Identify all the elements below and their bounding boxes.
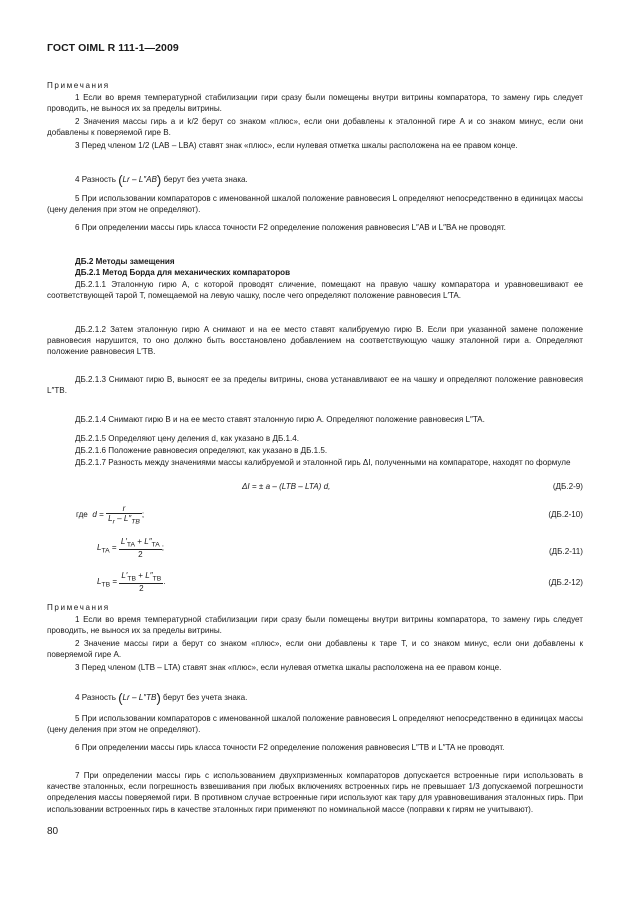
note2-4-expression: Lr – L″TB [122,693,157,702]
paragraph-db2-1-4: ДБ.2.1.4 Снимают гирю B и на ее место ставят эталонную гирю A. Определяют положение равновесия L″TA. [75,415,485,424]
note2-7: 7 При определении массы гирь с использованием двухпризменных компараторов допускается встроенные гири использовать в качестве эталонных, если погрешность взвешивания при любых включениях встроенных гирь не превышает 1/3 допускаемой погрешности определения массы поверяемой гири. В противном случае встроенные гири используют как тару для уравновешивания эталонных гирь. При использовании встроенных гирь в качестве эталонных гири применяют по номинальной массе (поправки к гирям не учитывают). [47,771,583,814]
note-4: 4 Разность (Lr – L″AB) берут без учета знака. [75,172,248,188]
formula-db2-12: $L_{TB}$ = $\frac{L'_{TB} + L''_{TB}}{2}$ . [97,571,166,593]
note2-6: 6 При определении массы гирь класса точности F2 определение положения равновесия L″TB и L″TA не проводят. [75,743,505,752]
section-heading: ДБ.2 Методы замещения [75,257,175,266]
formula-db2-9: ΔI = ± a – (LTB – LTA) d, [242,482,331,491]
formula-number-12: (ДБ.2-12) [548,578,583,587]
note-5: 5 При использовании компараторов с именованной шкалой положение равновесия L определяют непосредственно в единицах массы (цену деления при этом не определяют). [47,194,583,215]
note-4-expression: Lr – L″AB [122,175,157,184]
page-number: 80 [47,826,59,837]
formula-number-11: (ДБ.2-11) [548,547,583,556]
paragraph-db2-1-3: ДБ.2.1.3 Снимают гирю B, выносят ее за пределы витрины, снова устанавливают ее на чашку и определяют положение равновесия L″TB. [47,375,583,396]
note2-4: 4 Разность (Lr – L″TB) берут без учета знака. [75,690,248,706]
note2-4-lead: 4 Разность [75,693,116,702]
note2-1: 1 Если во время температурной стабилизации гири сразу были помещены внутри витрины компаратора, то замену гирь следует проводить, не вынося их за пределы витрины. [47,615,583,636]
formula-db2-10: где d = $\frac{r}{L_r - L''_{TB}}$ ; [76,504,145,526]
note2-2: 2 Значение массы гири a берут со знаком «плюс», если они добавлены к таре T, и со знаком минус, если они добавлены к поверяемой гире A. [47,639,583,660]
notes-title: Примечания [47,81,110,90]
note-3: 3 Перед членом 1/2 (LAB – LBA) ставят знак «плюс», если нулевая отметка шкалы расположена на ее правом конце. [75,141,518,150]
note-2: 2 Значения массы гирь a и k/2 берут со знаком «плюс», если они добавлены к эталонной гире A и со знаком минус, если они добавлены к поверяемой гире B. [47,117,583,138]
notes-title-2: Примечания [47,603,110,612]
formula-number-9: (ДБ.2-9) [552,482,583,491]
formula-db2-11: $L_{TA}$ = $\frac{L'_{TA} + L''_{TA}}{2}$ ; [97,537,165,559]
paragraph-db2-1-5: ДБ.2.1.5 Определяют цену деления d, как указано в ДБ.1.4. [75,434,300,443]
subsection-heading: ДБ.2.1 Метод Борда для механических компараторов [75,268,291,277]
note2-5: 5 При использовании компараторов с именованной шкалой положение равновесия L определяют непосредственно в единицах массы (цену деления при этом не определяют). [47,714,583,735]
paragraph-db2-1-6: ДБ.2.1.6 Положение равновесия определяют, как указано в ДБ.1.5. [75,446,328,455]
paragraph-db2-1-1: ДБ.2.1.1 Эталонную гирю A, с которой проводят сличение, помещают на правую чашку компаратора и уравновешивают ее соответствующей тарой T, помещаемой на левую чашку, после чего определяют положение равновесия L′TA. [47,280,583,301]
paragraph-db2-1-7: ДБ.2.1.7 Разность между значениями массы калибруемой и эталонной гирь ΔI, полученными на компараторе, находят по формуле [75,458,571,467]
formula-number-10: (ДБ.2-10) [548,510,583,519]
paragraph-db2-1-2: ДБ.2.1.2 Затем эталонную гирю A снимают и на ее место ставят калибруемую гирю B. Если при указанной замене положение равновесия нарушится, то оно должно быть восстановлено добавлением на соответствующую чашку эталонной гири a. Определяют положение равновесия L′TB. [47,325,583,357]
note-1: 1 Если во время температурной стабилизации гири сразу были помещены внутри витрины компаратора, то замену гирь следует проводить, не вынося их за пределы витрины. [47,93,583,114]
note2-3: 3 Перед членом (LTB – LTA) ставят знак «плюс», если нулевая отметка шкалы расположена на ее правом конце. [75,663,502,672]
note-4-tail: берут без учета знака. [163,175,248,184]
document-header: ГОСТ OIML R 111-1—2009 [47,42,179,54]
note-4-lead: 4 Разность [75,175,116,184]
note2-4-tail: берут без учета знака. [163,693,248,702]
note-6: 6 При определении массы гирь класса точности F2 определение положения равновесия L″AB и L″BA не проводят. [75,223,506,232]
